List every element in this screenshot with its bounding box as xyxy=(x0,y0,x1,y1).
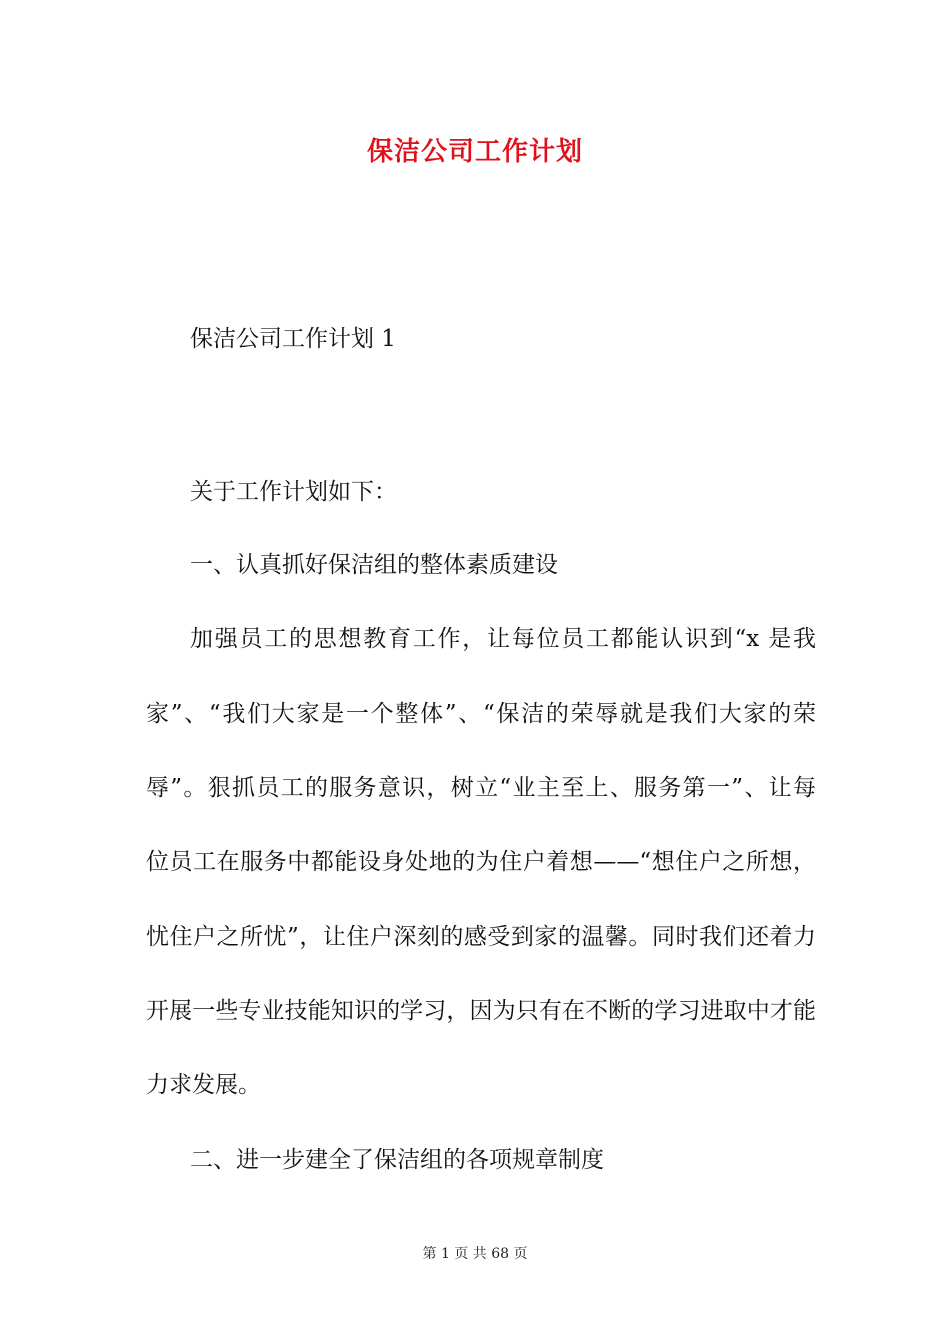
paragraph-line-2: 家”、“我们大家是一个整体”、“保洁的荣辱就是我们大家的荣 xyxy=(146,701,816,727)
paragraph-line-7: 力求发展。 xyxy=(146,1072,261,1098)
paragraph-line-1: 加强员工的思想教育工作，让每位员工都能认识到“x 是我 xyxy=(190,626,816,652)
paragraph-line-5: 忧住户之所忧”，让住户深刻的感受到家的温馨。同时我们还着力 xyxy=(146,924,816,950)
intro-text: 关于工作计划如下： xyxy=(190,479,397,505)
paragraph-line-6: 开展一些专业技能知识的学习，因为只有在不断的学习进取中才能 xyxy=(146,998,816,1024)
paragraph-line-3: 辱”。狠抓员工的服务意识，树立“业主至上、服务第一”、让每 xyxy=(146,775,816,801)
page-number-footer: 第 1 页 共 68 页 xyxy=(422,1246,528,1262)
document-title: 保洁公司工作计划 xyxy=(366,137,583,167)
section-subtitle: 保洁公司工作计划 1 xyxy=(190,326,396,352)
paragraph-line-4: 位员工在服务中都能设身处地的为住户着想——“想住户之所想， xyxy=(146,849,816,875)
section-one-heading: 一、认真抓好保洁组的整体素质建设 xyxy=(190,552,558,578)
section-two-heading: 二、进一步建全了保洁组的各项规章制度 xyxy=(190,1147,604,1173)
